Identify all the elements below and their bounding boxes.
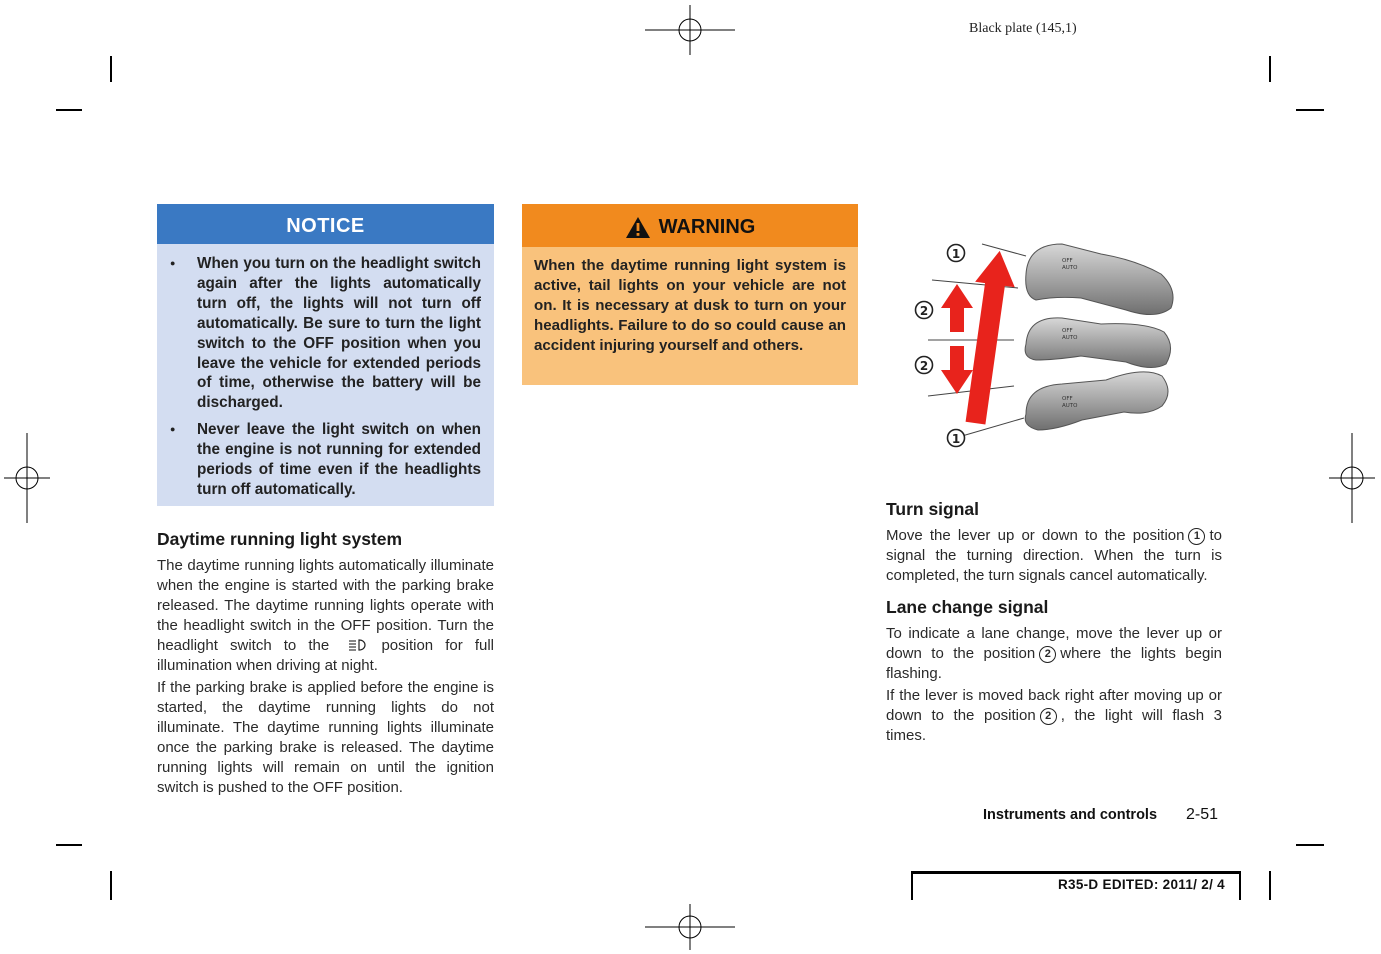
registration-mark-top-icon <box>645 5 735 55</box>
warning-header <box>522 204 858 247</box>
lever-upper <box>1026 244 1173 315</box>
position-2-icon: 2 <box>1039 646 1056 663</box>
notice-title: NOTICE <box>157 204 494 244</box>
lane-change-paragraph-1 <box>886 624 1222 684</box>
lane-change-heading: Lane change signal <box>886 597 1049 617</box>
registration-mark-right-icon <box>1329 433 1375 523</box>
turn-signal-heading: Turn signal <box>886 499 980 519</box>
label-position-1-bottom <box>948 430 965 447</box>
position-1-icon: 1 <box>1188 528 1205 545</box>
label-position-2-bottom-text: 2 <box>919 359 929 373</box>
lever-upper-auto-label: AUTO <box>1062 265 1078 271</box>
notice-list <box>157 244 494 500</box>
drl-paragraph-1 <box>157 556 494 676</box>
lever-middle-off-label: OFF <box>1062 328 1073 334</box>
warning-title: WARNING <box>658 216 756 238</box>
drl-heading: Daytime running light system <box>157 529 403 549</box>
lane-change-p1-text-a: To indicate a lane change, move the lever up or down to the position <box>886 625 1222 662</box>
warning-box <box>522 204 858 385</box>
turn-signal-text-a: Move the lever up or down to the position <box>886 527 1185 544</box>
notice-box <box>157 204 494 506</box>
arrow-up-large-icon <box>956 248 1020 426</box>
arrow-up-small-icon <box>941 284 973 332</box>
page-number: 2-51 <box>1186 806 1219 823</box>
headlight-icon <box>347 638 369 652</box>
edited-stamp <box>911 871 1241 900</box>
label-position-2-top <box>916 302 933 319</box>
plate-label: Black plate (145,1) <box>969 21 1077 36</box>
lever-lower-auto-label: AUTO <box>1062 403 1078 409</box>
edited-stamp-text: R35-D EDITED: 2011/ 2/ 4 <box>1057 877 1225 892</box>
footer-section-title: Instruments and controls <box>983 807 1158 823</box>
label-position-2-top-text: 2 <box>919 304 929 318</box>
lane-change-p2-text-b: , the light will flash 3 times. <box>886 707 1222 744</box>
drl-paragraph-2: If the parking brake is applied before the engine is started, the daytime running lights do not illuminate. The daytime running lights illuminate once the parking brake is released. The daytime running lights will remain on until the ignition switch is pushed to the OFF position. <box>157 679 494 796</box>
label-position-1-top-text: 1 <box>951 247 961 261</box>
lever-upper-off-label: OFF <box>1062 258 1073 264</box>
turn-signal-text-b: to signal the turning direction. When the turn is completed, the turn signals cancel automatically. <box>886 527 1222 584</box>
lever-middle <box>1025 318 1170 368</box>
lane-change-paragraph-2 <box>886 686 1222 746</box>
lane-change-p2-text-a: If the lever is moved back right after moving up or down to the position <box>886 687 1222 724</box>
drl-paragraph-1-text-b: position for full illumination when driving at night. <box>157 637 495 674</box>
lever-middle-auto-label: AUTO <box>1062 335 1078 341</box>
registration-mark-left-icon <box>4 433 50 523</box>
lever-lower-off-label: OFF <box>1062 396 1073 402</box>
warning-triangle-icon <box>625 216 651 239</box>
notice-item: ● Never leave the light switch on when the engine is not running for extended periods of time even if the headlights turn off automatically. <box>197 420 481 500</box>
turn-signal-lever-figure <box>886 204 1222 476</box>
registration-mark-bottom-icon <box>645 904 735 950</box>
lane-change-p1-text-b: where the lights begin flashing. <box>886 645 1222 682</box>
turn-signal-paragraph <box>886 526 1222 586</box>
label-position-2-bottom <box>916 357 933 374</box>
lever-lower <box>1025 372 1168 430</box>
drl-paragraph-1-text-a: The daytime running lights automatically illuminate when the engine is started with the parking brake released. The daytime running lights operate with the headlight switch in the OFF position. Turn the headlight switch to the <box>157 557 494 654</box>
arrow-down-small-icon <box>941 346 973 394</box>
label-position-1-bottom-text: 1 <box>951 432 961 446</box>
notice-item: ● When you turn on the headlight switch again after the lights automatically turn off, the lights will not turn off automatically. Be sure to turn the light switch to the OFF position when you leave the vehicle for extended periods of time, otherwise the battery will be discharged. <box>197 254 481 413</box>
warning-text: When the daytime running light system is active, tail lights on your vehicle are not on. It is necessary at dusk to turn on your headlights. Failure to do so could cause an accident injuring yourself and others. <box>534 257 846 354</box>
label-position-1-top <box>948 245 965 262</box>
position-2-icon: 2 <box>1040 708 1057 725</box>
